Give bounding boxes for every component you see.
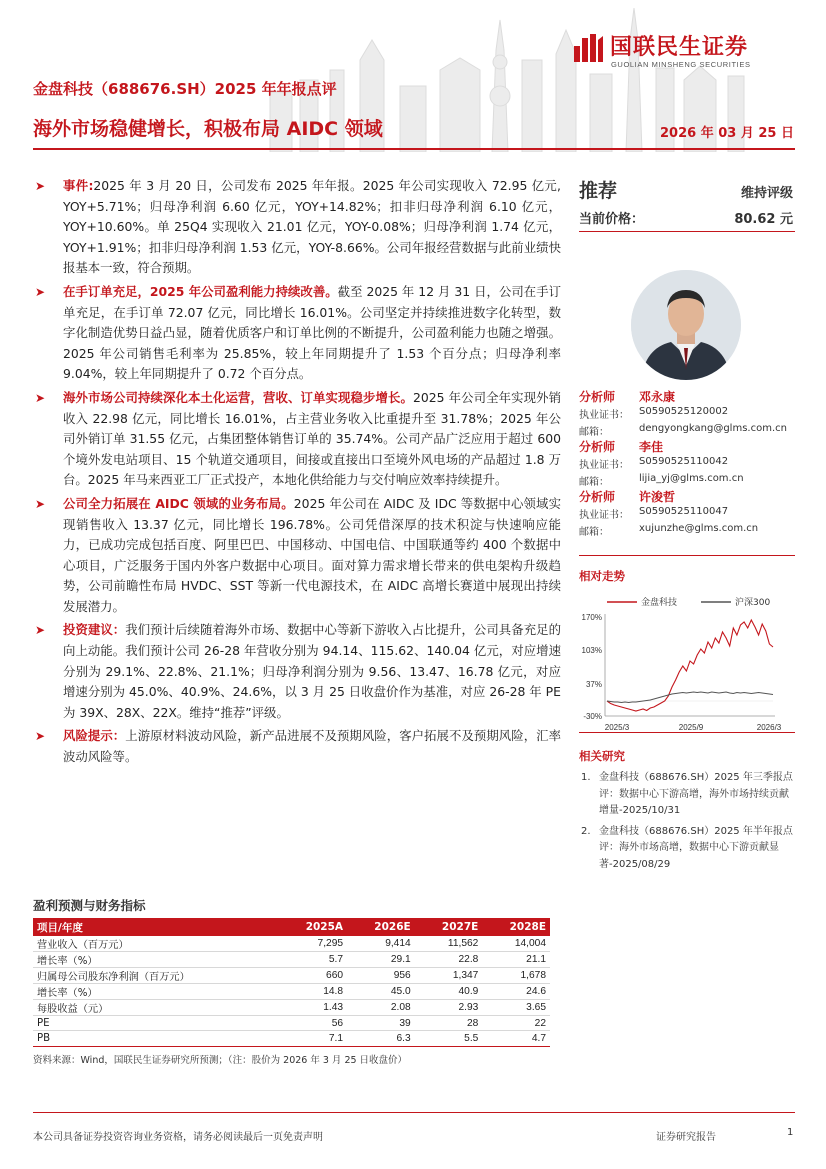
paragraph-investment [33, 620, 561, 723]
y-tick-label: 103% [581, 646, 602, 655]
rating-box [579, 172, 795, 232]
table-row [33, 1016, 550, 1031]
broker-logo [572, 30, 802, 74]
y-tick-label: 170% [581, 613, 602, 622]
table-row [33, 1031, 550, 1046]
table-cell: 5.5 [415, 1031, 483, 1046]
table-header: 2028E [482, 918, 550, 936]
bullet-arrow-icon: ➤ [35, 496, 46, 511]
analyst-name: 邓永康 [639, 390, 676, 404]
table-row [33, 968, 550, 984]
analyst-email[interactable]: dengyongkang@glms.com.cn [639, 423, 787, 434]
table-cell: 每股收益（元） [33, 1000, 278, 1016]
table-header: 2025A [278, 918, 347, 936]
report-header [0, 0, 826, 152]
table-cell: 1,347 [415, 968, 483, 984]
paragraph-lead: 海外市场公司持续深化本土化运营，营收、订单实现稳步增长。 [63, 389, 414, 405]
paragraph-text: 上游原材料波动风险，新产品进展不及预期风险，客户拓展不及预期风险，汇率波动风险等。 [63, 728, 562, 765]
paragraph-text: 2025 年公司在 AIDC 及 IDC 等数据中心领域实现销售收入 13.37 亿元，同比增长 196.78%。公司凭借深厚的技术积淀与快速响应能力，已成功完成包括百度、阿里巴巴、中国移动、中国电信、中国联通等约 400 个数据中心项目，广泛服务于国内外客户数据中心项目。面对算力需求增长带来的供电架构升级趋势，公司前瞻性布局 HVDC、SST 等新一代电源技术，在 AIDC 高增长赛道中展现出持续发展潜力。 [63, 495, 561, 614]
analyst-divider [579, 555, 795, 556]
table-header: 项目/年度 [33, 918, 278, 936]
table-cell: 14.8 [278, 984, 347, 1000]
table-cell: 2.08 [347, 1000, 415, 1016]
table-cell: 增长率（%） [33, 952, 278, 968]
table-cell: 45.0 [347, 984, 415, 1000]
table-cell: 28 [415, 1016, 483, 1031]
main-content [33, 176, 561, 771]
price-label: 当前价格： [579, 212, 645, 227]
paragraph-risk [33, 726, 561, 767]
cert-number: S0590525120002 [639, 406, 729, 417]
legend-stock-label: 金盘科技 [641, 598, 678, 608]
cert-label: 执业证书： [579, 460, 629, 471]
footer-divider [33, 1112, 795, 1113]
research-item-text: 金盘科技（688676.SH）2025 年半年报点评：海外市场高增，数据中心下游贡献显著-2025/08/29 [599, 825, 793, 870]
table-cell: PB [33, 1031, 278, 1046]
logo-mark-icon [572, 32, 604, 64]
table-cell: 4.7 [482, 1031, 550, 1046]
paragraph-overseas [33, 388, 561, 491]
table-cell: 3.65 [482, 1000, 550, 1016]
table-cell: 7.1 [278, 1031, 347, 1046]
table-cell: 40.9 [415, 984, 483, 1000]
table-header-row [33, 918, 550, 936]
paragraph-text: 2025 年 3 月 20 日，公司发布 2025 年年报。2025 年公司实现收入 72.95 亿元, YOY+5.71%；归母净利润 6.60 亿元，YOY+14.82%；扣非归母净利润 6.10 亿元，YOY+10.60%。单 25Q4 实现收入 21.01 亿元，YOY-0.08%；归母净利润 1.74 亿元，YOY+1.91%；扣非归母净利润 1.53 亿元，YOY-8.66%。公司年报经营数据与此前业绩快报基本一致，符合预期。 [63, 178, 561, 276]
table-cell: 39 [347, 1016, 415, 1031]
table-cell: 11,562 [415, 936, 483, 952]
footer-disclaimer: 本公司具备证券投资咨询业务资格，请务必阅读最后一页免责声明 [33, 1132, 323, 1143]
paragraph-aidc [33, 494, 561, 618]
footer-report-type: 证券研究报告 [656, 1132, 716, 1143]
table-cell: 56 [278, 1016, 347, 1031]
table-cell: 22.8 [415, 952, 483, 968]
table-row [33, 936, 550, 952]
research-item[interactable]: 2. 金盘科技（688676.SH）2025 年半年报点评：海外市场高增，数据中心下游贡献显著-2025/08/29 [581, 825, 793, 870]
report-date: 2026 年 03 月 25 日 [660, 126, 794, 141]
table-row [33, 984, 550, 1000]
analyst-role: 分析师 [579, 440, 616, 454]
trend-divider [579, 732, 795, 733]
rating-label: 推荐 [579, 180, 618, 202]
sidebar [579, 172, 795, 870]
table-cell: 660 [278, 968, 347, 984]
analyst-name: 李佳 [639, 440, 664, 454]
paragraph-lead: 风险提示： [63, 728, 126, 744]
mail-label: 邮箱： [579, 477, 609, 488]
cert-number: S0590525110047 [639, 506, 729, 517]
table-cell: 9,414 [347, 936, 415, 952]
table-row [33, 952, 550, 968]
table-header: 2027E [415, 918, 483, 936]
mail-label: 邮箱： [579, 527, 609, 538]
paragraph-lead: 公司全力拓展在 AIDC 领域的业务布局。 [63, 495, 294, 511]
table-cell: 29.1 [347, 952, 415, 968]
financial-forecast-table [33, 918, 550, 1047]
analyst-role: 分析师 [579, 390, 616, 404]
x-tick-label: 2025/3 [604, 723, 630, 732]
table-cell: 7,295 [278, 936, 347, 952]
x-tick-label: 2026/3 [756, 723, 782, 732]
paragraph-text: 截至 2025 年 12 月 31 日，公司在手订单充足，在手订单 72.07 亿元，同比增长 16.01%。公司坚定并持续推进数字化转型，数字化制造优势日益凸显，随着优质客户和订单比例的不断提升，公司盈利能力也随之增强。2025 年公司销售毛利率为 25.85%，较上年同期提升了 1.53 个百分点；归母净利率 9.04%，较上年同期提升了 0.72 个百分点。 [63, 283, 561, 382]
relative-trend-chart [579, 592, 795, 742]
legend-index-label: 沪深300 [735, 598, 771, 608]
rating-level: 维持评级 [740, 186, 793, 201]
research-item-text: 金盘科技（688676.SH）2025 年三季报点评：数据中心下游高增，海外市场持续贡献增量-2025/10/31 [599, 772, 793, 816]
cert-label: 执业证书： [579, 410, 629, 421]
table-cell: 归属母公司股东净利润（百万元） [33, 968, 278, 984]
page-number: 1 [787, 1127, 794, 1138]
paragraph-text: 我们预计后续随着海外市场、数据中心等新下游收入占比提升，公司具备充足的向上动能。我们预计公司 26-28 年营收分别为 94.14、115.62、140.04 亿元，对应增速分别为 29.1%、22.8%、21.1%；归母净利润分别为 9.56、13.47、16.78 亿元，对应增速分别为 45.0%、40.9%、24.6%，以 3 月 25 日收盘价作为基准，对应 26-28 年 PE 为 39X、28X、22X。维持“推荐”评级。 [63, 622, 562, 720]
research-item[interactable]: 1. 金盘科技（688676.SH）2025 年三季报点评：数据中心下游高增，海外市场持续贡献增量-2025/10/31 [581, 772, 793, 816]
logo-text-en: GUOLIAN MINSHENG SECURITIES [611, 60, 751, 69]
table-row [33, 1000, 550, 1016]
y-tick-label: -30% [583, 712, 602, 721]
trend-title: 相对走势 [579, 569, 625, 583]
table-cell: 956 [347, 968, 415, 984]
bullet-arrow-icon: ➤ [35, 623, 46, 638]
analyst-email[interactable]: lijia_yj@glms.com.cn [639, 473, 744, 484]
report-type: 金盘科技（688676.SH）2025 年年报点评 [33, 80, 337, 98]
bullet-arrow-icon: ➤ [35, 729, 46, 744]
table-cell: 24.6 [482, 984, 550, 1000]
price-value: 80.62 元 [734, 212, 793, 227]
paragraph-lead: 投资建议： [63, 622, 126, 638]
mail-label: 邮箱： [579, 427, 609, 438]
research-title: 相关研究 [579, 749, 625, 763]
table-cell: PE [33, 1016, 278, 1031]
analyst-name: 许浚哲 [639, 490, 676, 504]
paragraph-lead: 在手订单充足，2025 年公司盈利能力持续改善。 [63, 283, 338, 299]
bullet-arrow-icon: ➤ [35, 284, 46, 299]
financial-table-title: 盈利预测与财务指标 [33, 898, 146, 913]
cert-number: S0590525110042 [639, 456, 729, 467]
table-cell: 1.43 [278, 1000, 347, 1016]
y-tick-label: 37% [585, 680, 602, 689]
table-cell: 14,004 [482, 936, 550, 952]
bullet-arrow-icon: ➤ [35, 179, 46, 193]
x-tick-label: 2025/9 [678, 723, 704, 732]
analyst-email[interactable]: xujunzhe@glms.com.cn [639, 523, 759, 534]
paragraph-lead: 事件: [63, 178, 94, 193]
related-research-list [579, 770, 795, 877]
analyst-role: 分析师 [579, 490, 616, 504]
table-cell: 营业收入（百万元） [33, 936, 278, 952]
header-divider [33, 148, 795, 150]
report-title: 海外市场稳健增长，积极布局 AIDC 领域 [33, 118, 383, 140]
table-cell: 2.93 [415, 1000, 483, 1016]
table-cell: 22 [482, 1016, 550, 1031]
table-cell: 1,678 [482, 968, 550, 984]
paragraph-text: 2025 年公司全年实现外销收入 22.98 亿元，同比增长 16.01%，占主营业务收入比重提升至 31.78%；2025 年公司外销订单 31.55 亿元，占集团整体销售订单的 35.74%。公司产品广泛应用于超过 600 个境外发电站项目、15 个轨道交通项目，间接或直接出口至境外风电场的产品超过 1.8 万台。2025 年马来西亚工厂正式投产，本地化供给能力与交付响应效率持续提升。 [63, 389, 561, 488]
stock-series-line [607, 620, 773, 711]
paragraph-orders [33, 282, 561, 385]
cert-label: 执业证书： [579, 510, 629, 521]
analyst-photo [631, 270, 741, 380]
table-cell: 5.7 [278, 952, 347, 968]
paragraph-event [33, 176, 561, 279]
table-header: 2026E [347, 918, 415, 936]
bullet-arrow-icon: ➤ [35, 390, 46, 405]
logo-text-cn: 国联民生证券 [610, 35, 749, 60]
table-cell: 增长率（%） [33, 984, 278, 1000]
table-cell: 21.1 [482, 952, 550, 968]
table-cell: 6.3 [347, 1031, 415, 1046]
table-source-note: 资料来源：Wind，国联民生证券研究所预测；（注：股价为 2026 年 3 月 25 日收盘价） [33, 1055, 408, 1066]
